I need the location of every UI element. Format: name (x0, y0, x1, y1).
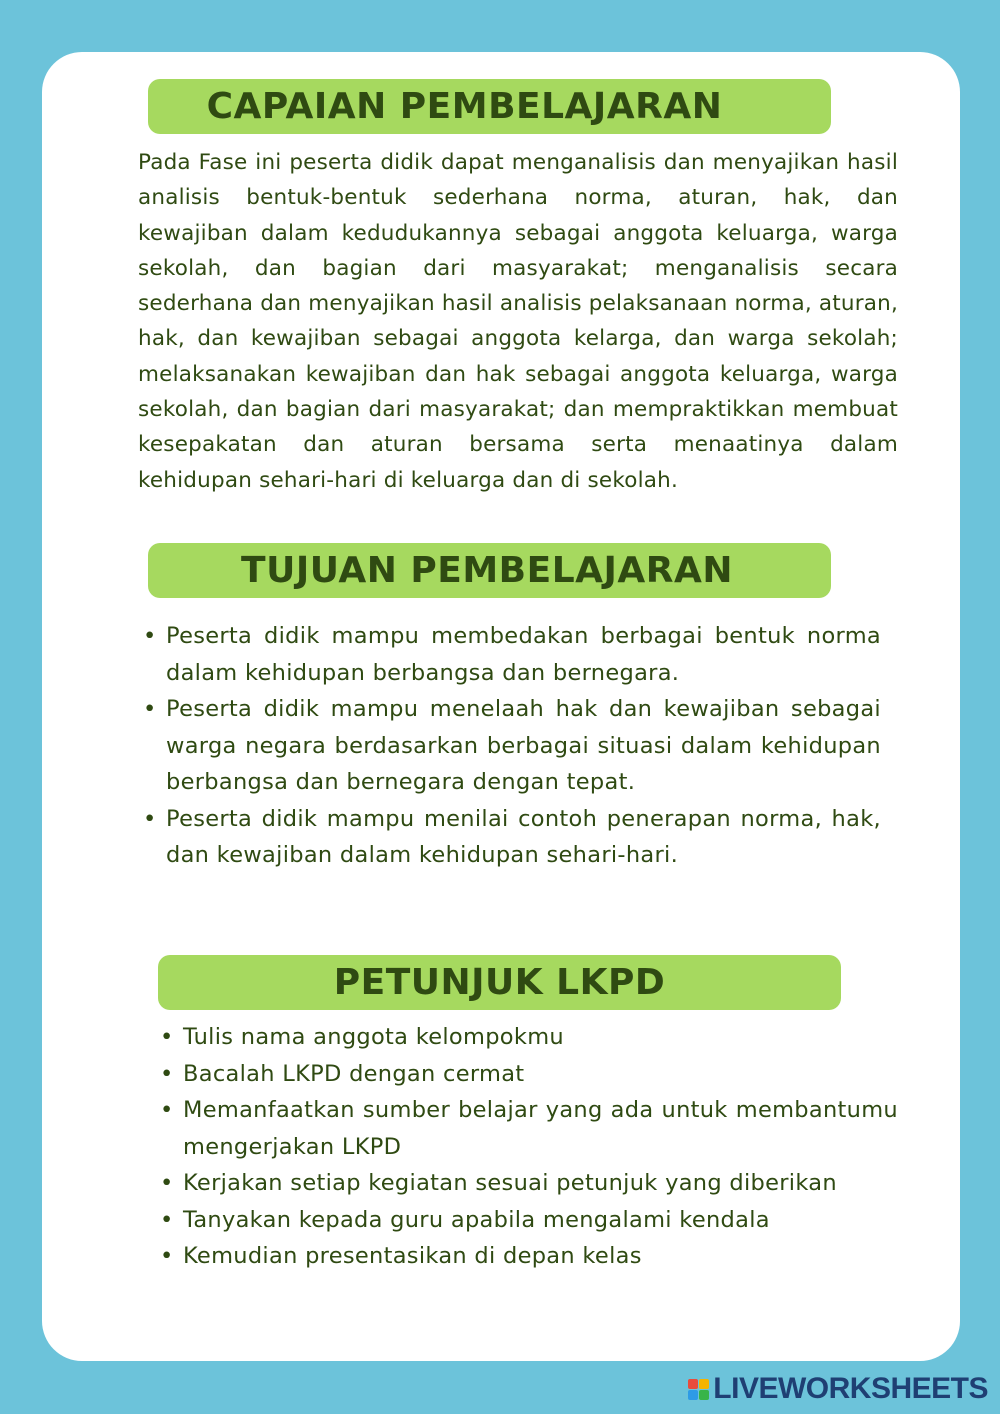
logo-square-i (699, 1379, 709, 1389)
logo-square-e (699, 1390, 709, 1400)
list-item: • Peserta didik mampu membedakan berbagai bentuk norma dalam kehidupan berbangsa dan bernegara. (166, 618, 881, 691)
tujuan-list (166, 618, 881, 874)
liveworksheets-logo-icon (688, 1379, 709, 1400)
list-item: • Tulis nama anggota kelompokmu (183, 1019, 898, 1056)
tujuan-title: TUJUAN PEMBELAJARAN (241, 550, 733, 591)
list-item: • Kemudian presentasikan di depan kelas (183, 1238, 898, 1275)
list-item: • Bacalah LKPD dengan cermat (183, 1056, 898, 1093)
capaian-banner (148, 79, 831, 134)
petunjuk-list (183, 1019, 898, 1275)
capaian-title: CAPAIAN PEMBELAJARAN (206, 86, 723, 127)
capaian-body: Pada Fase ini peserta didik dapat menganalisis dan menyajikan hasil analisis bentuk-bentuk sederhana norma, aturan, hak, dan kewajiban dalam kedudukannya sebagai anggota keluarga, warga sekolah, dan bagian dari masyarakat; menganalisis secara sederhana dan menyajikan hasil analisis pelaksanaan norma, aturan, hak, dan kewajiban sebagai anggota kelarga, dan warga sekolah; melaksanakan kewajiban dan hak sebagai anggota keluarga, warga sekolah, dan bagian dari masyarakat; dan mempraktikkan membuat kesepakatan dan aturan bersama serta menaatinya dalam kehidupan sehari-hari di keluarga dan di sekolah. (138, 150, 898, 493)
brand-name: LIVEWORKSHEETS (713, 1372, 988, 1405)
list-item: • Peserta didik mampu menilai contoh penerapan norma, hak, dan kewajiban dalam kehidupan sehari-hari. (166, 801, 881, 874)
logo-square-l (688, 1379, 698, 1389)
petunjuk-title: PETUNJUK LKPD (333, 962, 666, 1003)
tujuan-banner (148, 543, 831, 598)
list-item: • Memanfaatkan sumber belajar yang ada untuk membantumu mengerjakan LKPD (183, 1092, 898, 1165)
list-item: • Peserta didik mampu menelaah hak dan kewajiban sebagai warga negara berdasarkan berbagai situasi dalam kehidupan berbangsa dan bernegara dengan tepat. (166, 691, 881, 801)
list-item: • Tanyakan kepada guru apabila mengalami kendala (183, 1202, 898, 1239)
petunjuk-banner (158, 955, 841, 1010)
list-item: • Kerjakan setiap kegiatan sesuai petunjuk yang diberikan (183, 1165, 898, 1202)
logo-square-v (688, 1390, 698, 1400)
liveworksheets-brand[interactable] (688, 1372, 988, 1406)
